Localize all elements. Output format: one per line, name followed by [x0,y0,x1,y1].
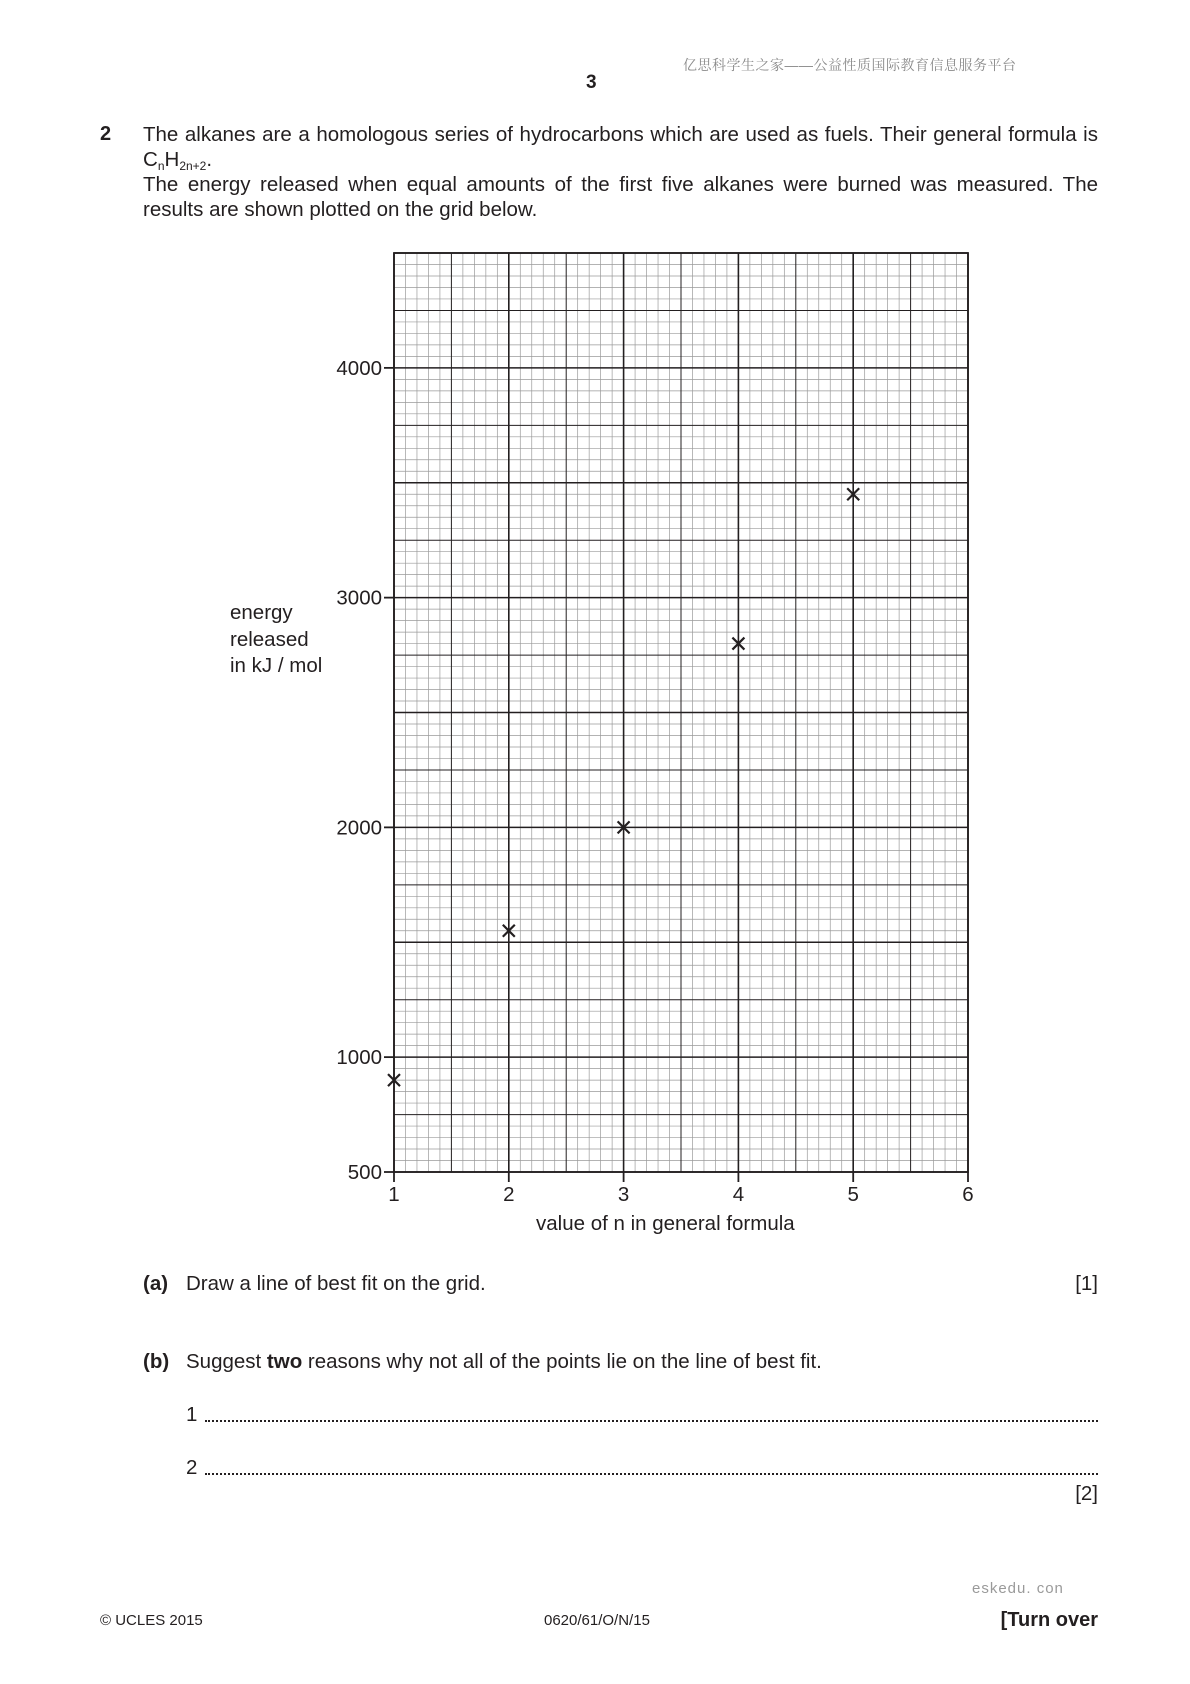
part-b-label: (b) [143,1350,170,1373]
answer-line-1[interactable] [205,1420,1098,1422]
intro-paragraph-2: The energy released when equal amounts of the first five alkanes were burned was measured. The results are shown plotted on the grid below. [143,173,1098,221]
y-axis-label-line-2: released [230,627,309,651]
y-axis-label-line-1: energy [230,601,293,624]
formula-end: . [206,148,213,171]
subscript-2n2: 2n+2 [179,159,207,173]
copyright: © UCLES 2015 [100,1612,203,1629]
part-a-label: (a) [143,1272,169,1295]
y-tick-label: 1000 [336,1046,382,1070]
y-tick-label: 3000 [336,586,382,610]
part-b-marks: [2] [1075,1482,1098,1505]
y-axis-label-line-3: in kJ / mol [230,654,323,677]
x-tick-label: 1 [388,1183,400,1206]
part-a-text: Draw a line of best fit on the grid. [186,1272,486,1295]
answer-line-2[interactable] [205,1473,1098,1475]
x-tick-label: 2 [503,1183,515,1206]
tick-marks [384,368,968,1182]
y-tick-label: 4000 [336,356,382,380]
y-tick-label: 500 [347,1161,382,1184]
y-tick-label: 2000 [336,816,382,840]
x-tick-label: 5 [847,1183,859,1206]
footer-watermark: eskedu. con [972,1580,1064,1597]
x-tick-label: 3 [617,1183,630,1206]
page-number: 3 [586,72,597,93]
paper-code: 0620/61/O/N/15 [544,1612,650,1629]
part-a-marks: [1] [1075,1272,1098,1295]
subscript-n: n [157,159,165,173]
formula-h: H [164,148,180,171]
part-b-text-bold: two [266,1350,303,1373]
answer-line-2-number: 2 [186,1456,198,1479]
intro-text: The alkanes are a homologous series of hydrocarbons which are used as fuels. Their general formula is C [143,123,1098,171]
answer-line-1-number: 1 [186,1403,198,1426]
x-axis-label: value of n in general formula [536,1212,795,1235]
x-tick-label: 6 [962,1183,974,1206]
question-number: 2 [100,123,112,145]
header-watermark: 亿思科学生之家——公益性质国际教育信息服务平台 [683,57,1017,73]
turn-over: [Turn over [1000,1609,1098,1631]
part-b-text-c: reasons why not all of the points lie on the line of best fit. [302,1350,822,1373]
part-b-text-a: Suggest [186,1350,267,1373]
part-b-text [186,1350,822,1374]
x-tick-label: 4 [732,1183,745,1206]
